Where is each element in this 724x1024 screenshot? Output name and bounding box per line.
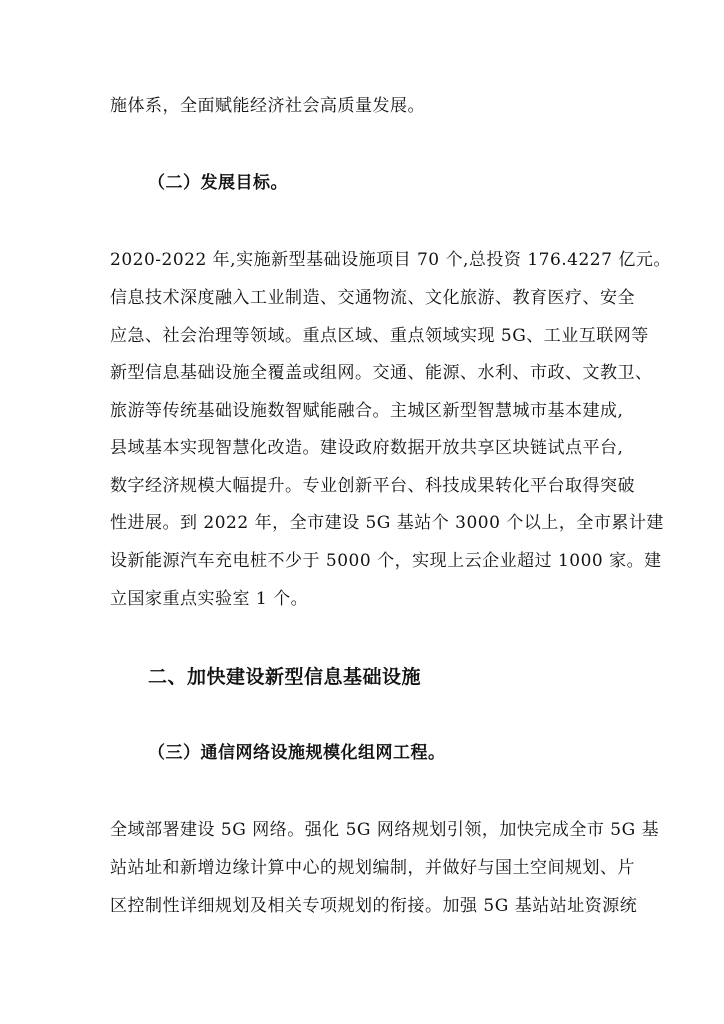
paragraph-line: 应急、社会治理等领域。重点区域、重点领域实现 5G、工业互联网等 bbox=[110, 326, 649, 346]
paragraph-line: 设新能源汽车充电桩不少于 5000 个，实现上云企业超过 1000 家。建 bbox=[110, 551, 662, 571]
paragraph-line: 信息技术深度融入工业制造、交通物流、文化旅游、教育医疗、安全 bbox=[110, 288, 635, 308]
paragraph-line: 旅游等传统基础设施数智赋能融合。主城区新型智慧城市基本建成, bbox=[110, 401, 624, 421]
paragraph-line: 县域基本实现智慧化改造。建设政府数据开放共享区块链试点平台, bbox=[110, 438, 624, 458]
paragraph-line: 新型信息基础设施全覆盖或组网。交通、能源、水利、市政、文教卫、 bbox=[110, 363, 653, 383]
paragraph-line: 全域部署建设 5G 网络。强化 5G 网络规划引领，加快完成全市 5G 基 bbox=[110, 820, 660, 840]
paragraph-line: 性进展。到 2022 年，全市建设 5G 基站个 3000 个以上，全市累计建 bbox=[110, 513, 664, 533]
section-2-heading: （二）发展目标。 bbox=[148, 173, 288, 193]
section-3-heading: （三）通信网络设施规模化组网工程。 bbox=[148, 743, 446, 763]
paragraph-line: 站站址和新增边缘计算中心的规划编制，并做好与国土空间规划、片 bbox=[110, 858, 635, 878]
chapter-2-heading: 二、加快建设新型信息基础设施 bbox=[148, 666, 422, 688]
paragraph-line: 2020-2022 年,实施新型基础设施项目 70 个,总投资 176.4227 亿元。 bbox=[110, 250, 671, 270]
paragraph-line: 立国家重点实验室 1 个。 bbox=[110, 589, 309, 609]
paragraph-line: 数字经济规模大幅提升。专业创新平台、科技成果转化平台取得突破 bbox=[110, 476, 635, 496]
intro-line: 施体系，全面赋能经济社会高质量发展。 bbox=[110, 96, 425, 116]
paragraph-line: 区控制性详细规划及相关专项规划的衔接。加强 5G 基站站址资源统 bbox=[110, 896, 638, 916]
